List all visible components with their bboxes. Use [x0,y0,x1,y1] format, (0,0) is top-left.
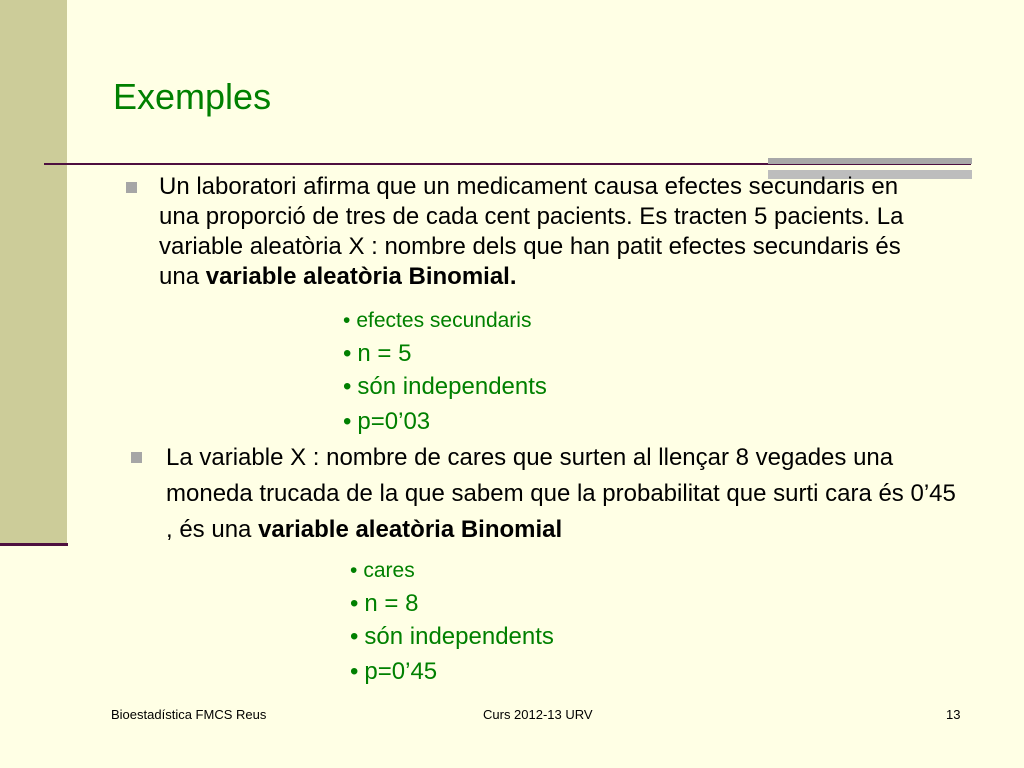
bullet-laboratori [159,172,939,292]
sub-bullet-item: • són independents [350,623,554,650]
sub-bullet-item: • cares [350,559,415,582]
bullet-text: La variable X : nombre de cares que surten al llençar 8 vegades una moneda trucada de la que sabem que la probabilitat que surti cara és 0’45 , és una [166,444,956,543]
bullet-variable-cares [166,440,966,548]
square-bullet-icon [131,452,142,463]
sub-bullet-item: • p=0’03 [343,408,431,435]
slide-title: Exemples [113,76,272,117]
dot-bullet-icon: • [343,373,352,400]
dot-bullet-icon: • [350,623,359,650]
sub-bullet-item: • efectes secundaris [343,309,532,332]
accent-bar-top [768,158,972,164]
dot-bullet-icon: • [350,559,358,582]
bullet-bold-text: variable aleatòria Binomial. [205,263,517,290]
side-strip [0,0,67,544]
dot-bullet-icon: • [350,658,359,685]
sub-bullet-item: • n = 5 [343,340,412,367]
dot-bullet-icon: • [343,309,351,332]
sub-bullet-item: • p=0’45 [350,658,438,685]
square-bullet-icon [126,182,137,193]
dot-bullet-icon: • [343,408,352,435]
dot-bullet-icon: • [350,590,359,617]
sub-bullet-item: • n = 8 [350,590,419,617]
bullet-bold-text: variable aleatòria Binomial [258,516,563,543]
dot-bullet-icon: • [343,340,352,367]
page-number: 13 [946,707,961,722]
sub-bullet-item: • són independents [343,373,547,400]
bullet-text: Un laboratori afirma que un medicament causa efectes secundaris en una proporció de tres de cada cent pacients. Es tracten 5 pacients. La variable aleatòria X : nombre dels que han patit efectes secundaris és una [159,173,904,290]
footer-left: Bioestadística FMCS Reus [111,707,267,722]
footer-center: Curs 2012-13 URV [483,707,593,722]
side-rule [0,543,68,546]
